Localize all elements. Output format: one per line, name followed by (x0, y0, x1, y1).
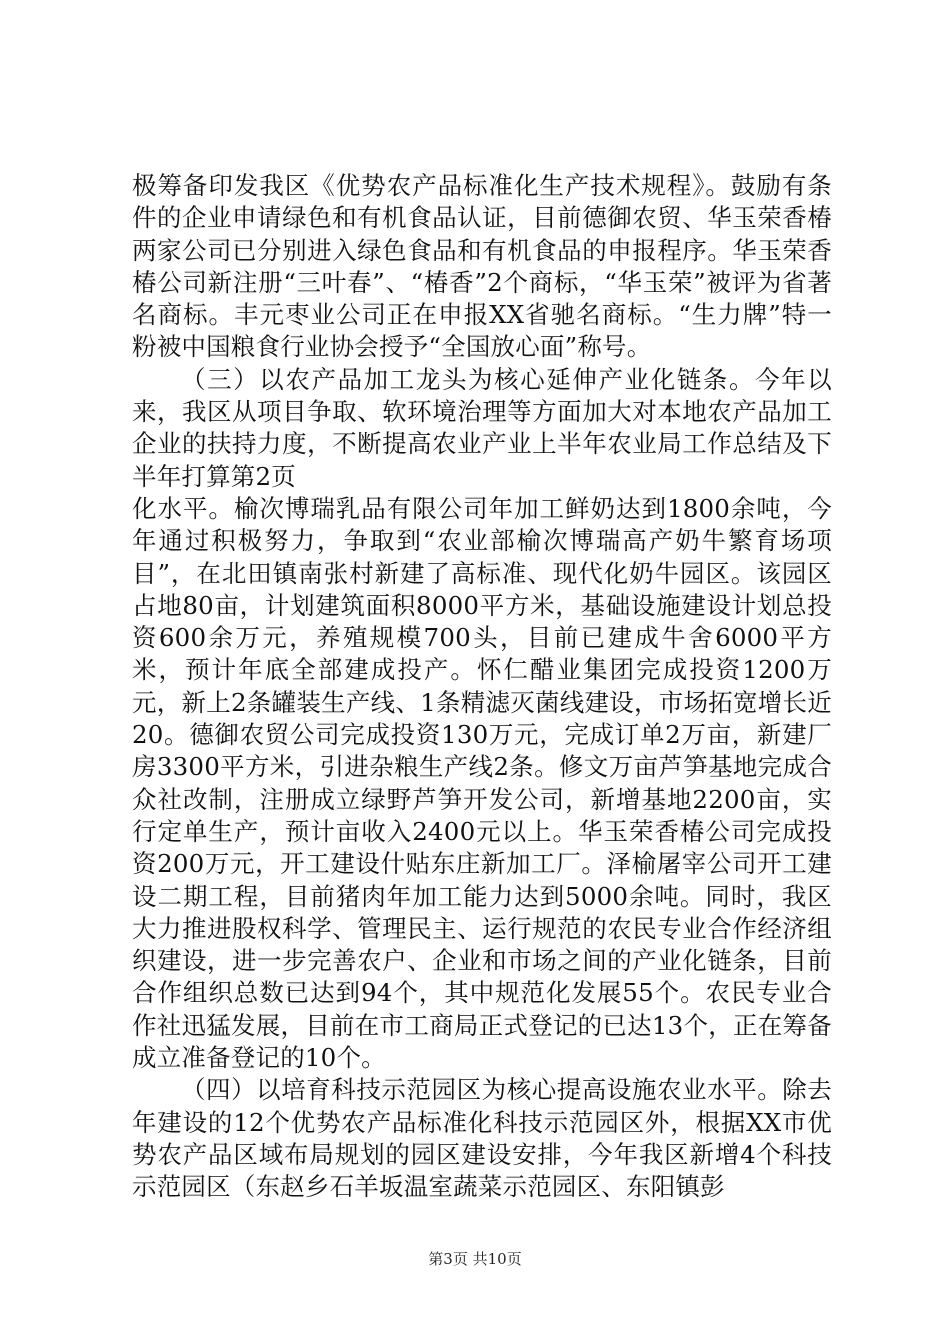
paragraph-section-4-heading: （四）以培育科技示范园区为核心提高设施农业水平。除去年建设的12个优势农产品标准化科技示范园区外，根据XX市优势农产品区域布局规划的园区建设安排，今年我区新增4个科技示范园区（东赵乡石羊坂温室蔬菜示范园区、东阳镇彭 (132, 1075, 832, 1202)
paragraph-processing-enterprises: 化水平。榆次博瑞乳品有限公司年加工鲜奶达到1800余吨，今年通过积极努力，争取到“农业部榆次博瑞高产奶牛繁育场项目”，在北田镇南张村新建了高标准、现代化奶牛园区。该园区占地80亩，计划建筑面积8000平方米，基础设施建设计划总投资600余万元，养殖规模700头，目前已建成牛舍6000平方米，预计年底全部建成投产。怀仁醋业集团完成投资1200万元，新上2条罐装生产线、1条精滤灭菌线建设，市场拓宽增长近20。德御农贸公司完成投资130万元，完成订单2万亩，新建厂房3300平方米，引进杂粮生产线2条。修文万亩芦笋基地完成合众社改制，注册成立绿野芦笋开发公司，新增基地2200亩，实行定单生产，预计亩收入2400元以上。华玉荣香椿公司完成投资200万元，开工建设什贴东庄新加工厂。泽榆屠宰公司开工建设二期工程，目前猪肉年加工能力达到5000余吨。同时，我区大力推进股权科学、管理民主、运行规范的农民专业合作经济组织建设，进一步完善农户、企业和市场之间的产业化链条，目前合作组织总数已达到94个，其中规范化发展55个。农民专业合作社迅猛发展，目前在市工商局正式登记的已达13个，正在筹备成立准备登记的10个。 (132, 493, 832, 1073)
document-body (132, 170, 832, 1204)
page-number-footer: 第3页 共10页 (428, 1250, 522, 1268)
paragraph-certification: 极筹备印发我区《优势农产品标准化生产技术规程》。鼓励有条件的企业申请绿色和有机食品认证，目前德御农贸、华玉荣香椿两家公司已分别进入绿色食品和有机食品的申报程序。华玉荣香椿公司新注册“三叶春”、“椿香”2个商标，“华玉荣”被评为省著名商标。丰元枣业公司正在申报XX省驰名商标。“生力牌”特一粉被中国粮食行业协会授予“全国放心面”称号。 (132, 171, 832, 362)
paragraph-section-3-heading: （三）以农产品加工龙头为核心延伸产业化链条。今年以来，我区从项目争取、软环境治理等方面加大对本地农产品加工企业的扶持力度，不断提高农业产业上半年农业局工作总结及下半年打算第2页 (132, 364, 832, 491)
